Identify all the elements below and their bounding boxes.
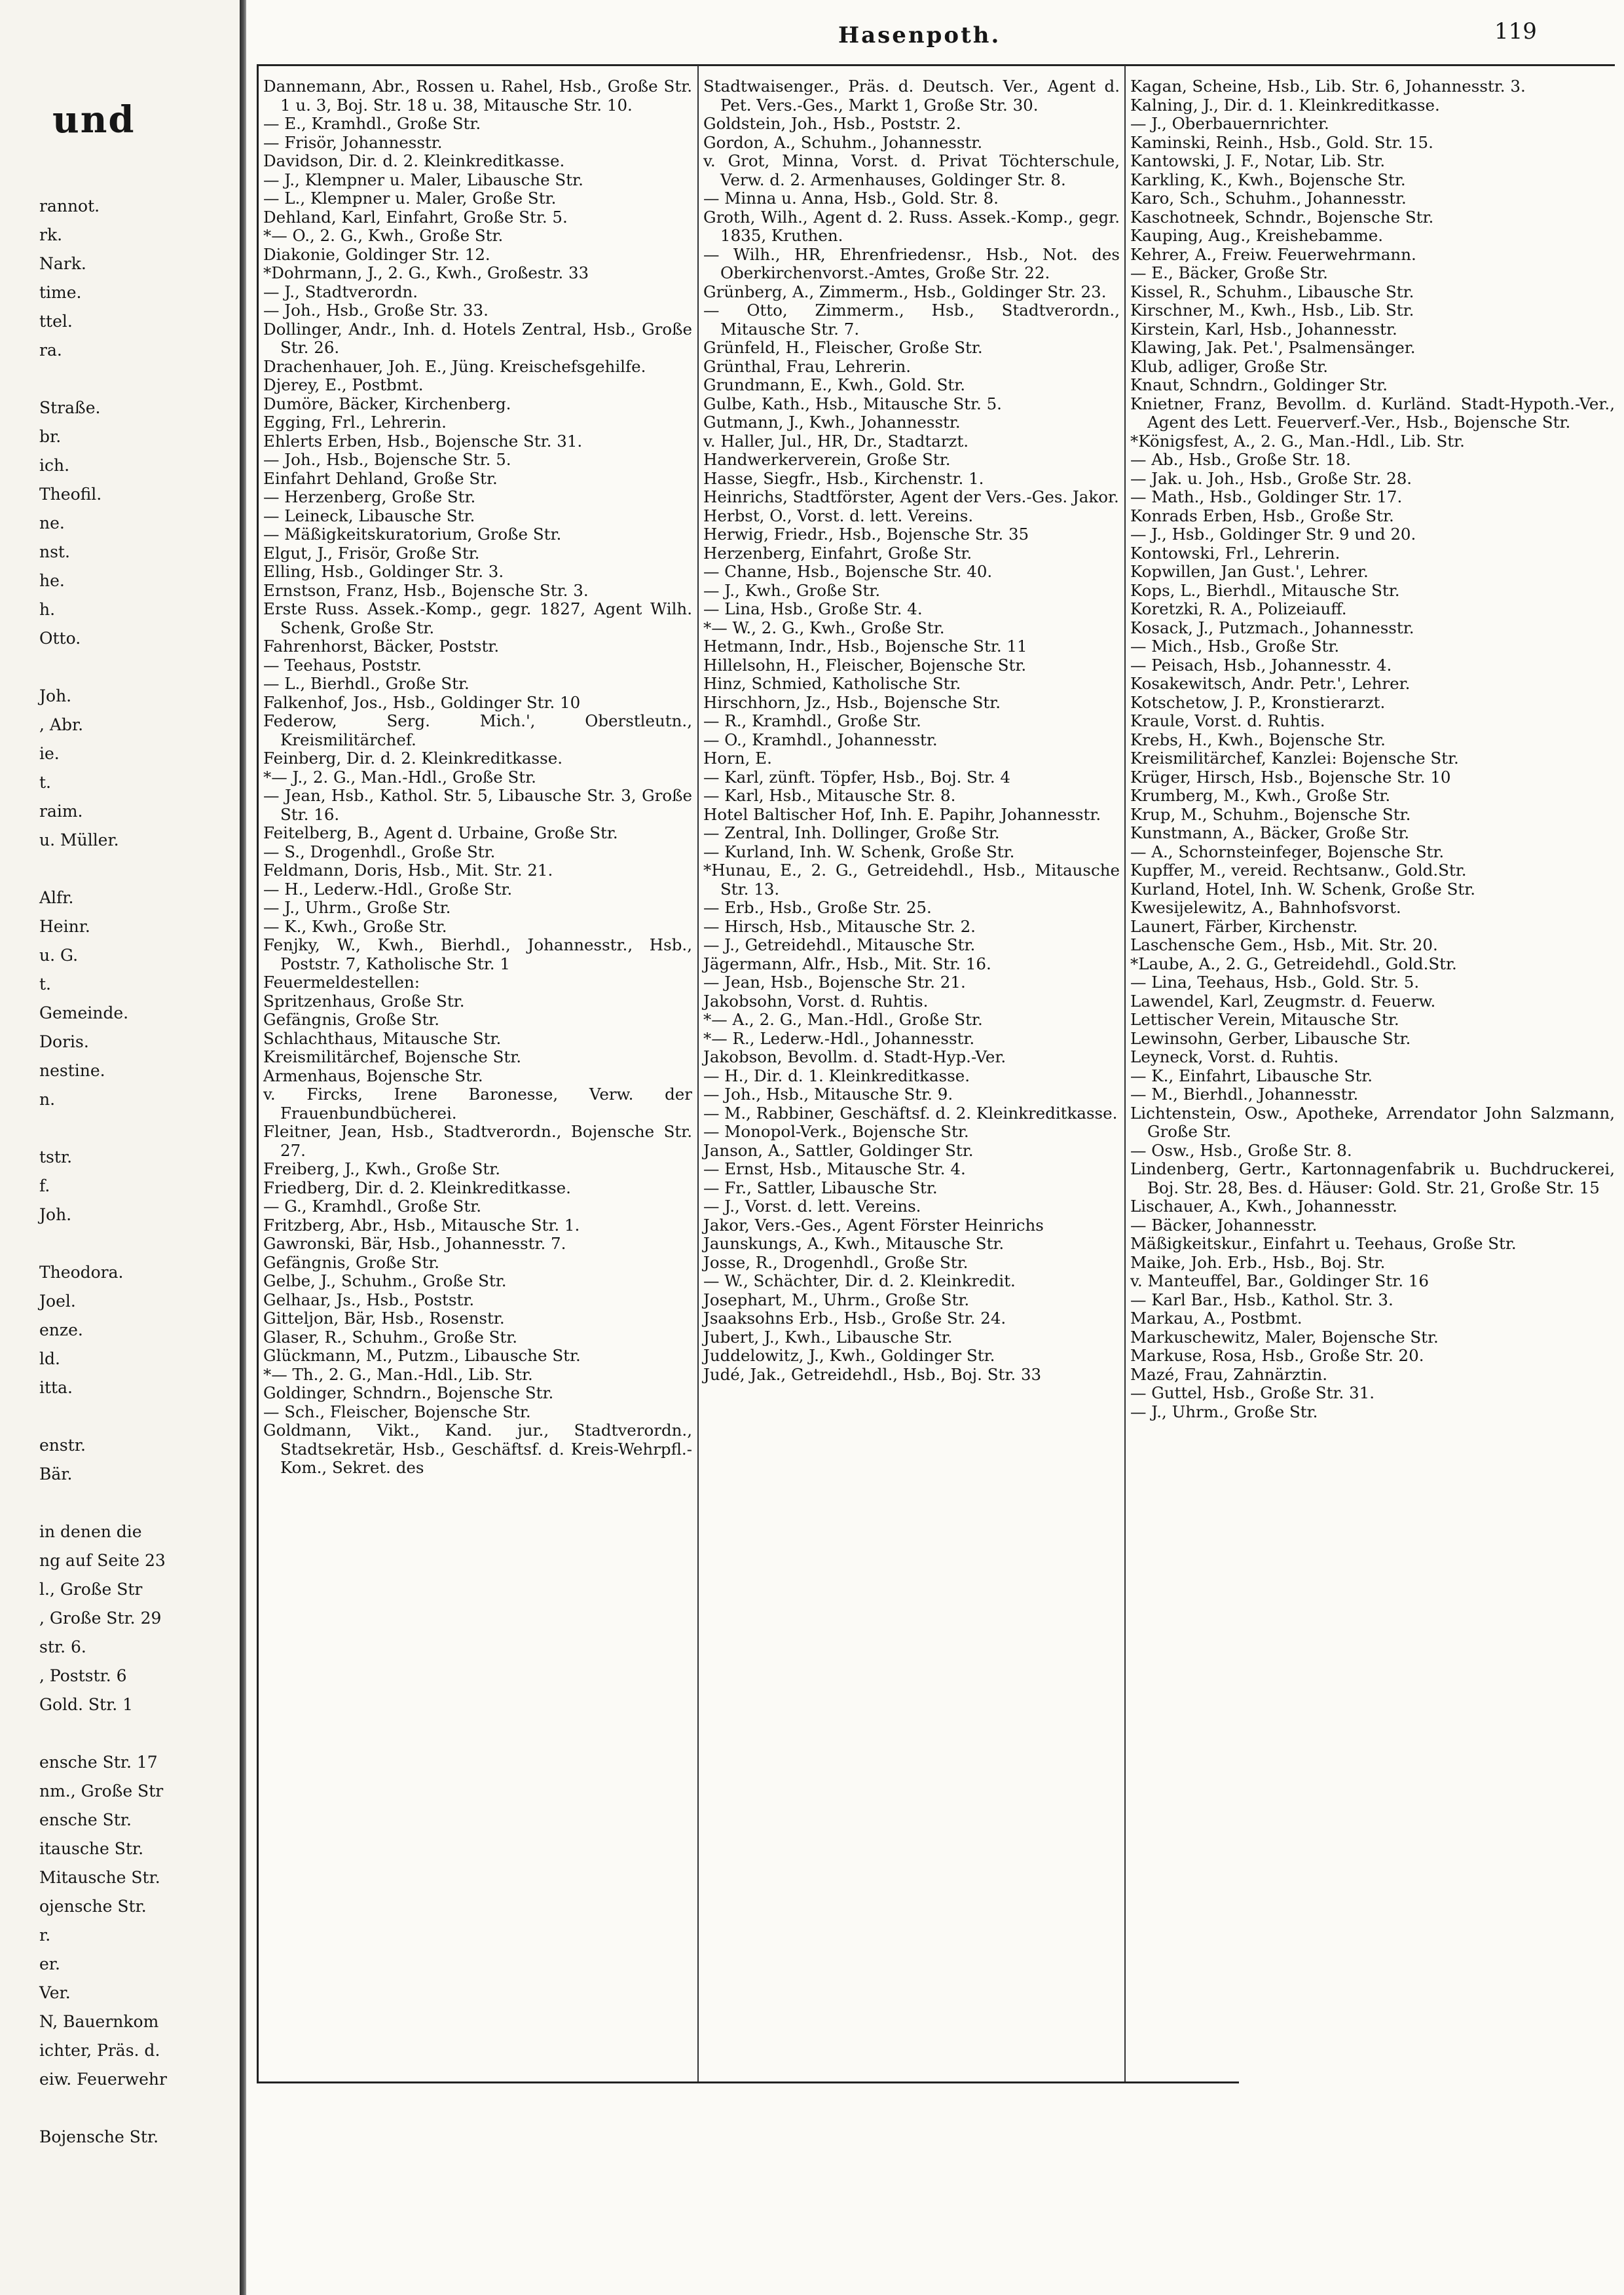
directory-entry: Mazé, Frau, Zahnärztin. [1130, 1364, 1328, 1384]
directory-entry: Knaut, Schndrn., Goldinger Str. [1130, 375, 1388, 394]
directory-entry: Drachenhauer, Joh. E., Jüng. Kreischefsgehilfe. [263, 356, 646, 376]
directory-entry: Hinz, Schmied, Katholische Str. [703, 674, 961, 693]
page-number: 119 [1494, 18, 1537, 45]
directory-entry: Mäßigkeitskur., Einfahrt u. Teehaus, Große Str. [1130, 1234, 1517, 1253]
page-fold-shadow [240, 0, 246, 2295]
directory-entry: Krebs, H., Kwh., Bojensche Str. [1130, 730, 1386, 749]
directory-entry: Fleitner, Jean, Hsb., Stadtverordn., Bojensche Str. 27. [263, 1122, 692, 1160]
strip-line: ensche Str. 17 [39, 1753, 158, 1772]
strip-line: str. 6. [39, 1637, 86, 1656]
directory-entry: *— R., Lederw.-Hdl., Johannesstr. [703, 1028, 975, 1048]
directory-entry: Egging, Frl., Lehrerin. [263, 413, 447, 432]
directory-entry: Federow, Serg. Mich.', Oberstleutn., Kreismilitärchef. [263, 711, 692, 749]
directory-entry: Horn, E. [703, 749, 772, 768]
directory-entry: Kreismilitärchef, Kanzlei: Bojensche Str. [1130, 749, 1459, 768]
directory-entry: — J., Vorst. d. lett. Vereins. [703, 1197, 921, 1216]
column-separator-2 [1124, 65, 1126, 2081]
strip-line: Joel. [39, 1292, 76, 1311]
directory-entry: — J., Getreidehdl., Mitausche Str. [703, 935, 976, 954]
directory-entry: — Lina, Hsb., Große Str. 4. [703, 599, 923, 618]
directory-entry: Jakobsohn, Vorst. d. Ruhtis. [703, 991, 929, 1011]
directory-entry: Herwig, Friedr., Hsb., Bojensche Str. 35 [703, 525, 1029, 544]
directory-entry: Hotel Baltischer Hof, Inh. E. Papihr, Johannesstr. [703, 804, 1101, 824]
directory-entry: Elling, Hsb., Goldinger Str. 3. [263, 562, 504, 581]
directory-entry: — K., Kwh., Große Str. [263, 916, 447, 936]
strip-line: enze. [39, 1320, 83, 1339]
directory-entry: Ernstson, Franz, Hsb., Bojensche Str. 3. [263, 580, 589, 600]
strip-line: rannot. [39, 196, 100, 215]
strip-line [39, 369, 167, 398]
directory-entry: v. Fircks, Irene Baronesse, Verw. der Frauenbundbücherei. [263, 1085, 692, 1123]
directory-entry: Kopwillen, Jan Gust.', Lehrer. [1130, 562, 1369, 581]
strip-line: Otto. [39, 629, 81, 648]
directory-entry: Dannemann, Abr., Rossen u. Rahel, Hsb., Große Str. 1 u. 3, Boj. Str. 18 u. 38, Mitausche Str. 10. [263, 77, 692, 115]
directory-entry: — Ab., Hsb., Große Str. 18. [1130, 450, 1351, 469]
directory-entry: Friedberg, Dir. d. 2. Kleinkreditkasse. [263, 1178, 571, 1197]
directory-entry: — Zentral, Inh. Dollinger, Große Str. [703, 823, 1000, 842]
strip-line: Bojensche Str. [39, 2127, 159, 2146]
directory-entry: — Monopol-Verk., Bojensche Str. [703, 1122, 969, 1141]
directory-entry: Falkenhof, Jos., Hsb., Goldinger Str. 10 [263, 692, 581, 712]
directory-entry: Gefängnis, Große Str. [263, 1010, 440, 1029]
directory-entry: Dumöre, Bäcker, Kirchenberg. [263, 394, 511, 413]
directory-entry: *Laube, A., 2. G., Getreidehdl., Gold.Str. [1130, 954, 1457, 973]
strip-line: ne. [39, 513, 65, 532]
directory-entry: Kotschetow, J. P., Kronstierarzt. [1130, 692, 1386, 712]
directory-entry: Fritzberg, Abr., Hsb., Mitausche Str. 1. [263, 1215, 580, 1235]
directory-entry: — J., Uhrm., Große Str. [1130, 1402, 1318, 1421]
directory-entry: Fenjky, W., Kwh., Bierhdl., Johannesstr., Hsb., Poststr. 7, Katholische Str. 1 [263, 935, 692, 973]
adjacent-page-strip [0, 0, 240, 2295]
directory-entry: Hirschhorn, Jz., Hsb., Bojensche Str. [703, 692, 1001, 712]
directory-entry: *Dohrmann, J., 2. G., Kwh., Großestr. 33 [263, 263, 589, 282]
directory-entry: Lewinsohn, Gerber, Libausche Str. [1130, 1028, 1411, 1048]
directory-entry: Kwesijelewitz, A., Bahnhofsvorst. [1130, 898, 1401, 917]
directory-entry: Armenhaus, Bojensche Str. [263, 1066, 483, 1085]
header-rule [257, 64, 1615, 66]
directory-entry: Feinberg, Dir. d. 2. Kleinkreditkasse. [263, 749, 563, 768]
directory-entry: — L., Klempner u. Maler, Große Str. [263, 189, 557, 208]
strip-line: ld. [39, 1349, 60, 1368]
directory-entry: Erste Russ. Assek.-Komp., gegr. 1827, Agent Wilh. Schenk, Große Str. [263, 599, 692, 637]
strip-line: t. [39, 975, 51, 994]
directory-entry: Diakonie, Goldinger Str. 12. [263, 244, 490, 264]
directory-entry: — H., Dir. d. 1. Kleinkreditkasse. [703, 1066, 970, 1085]
directory-entry: Gelbe, J., Schuhm., Große Str. [263, 1271, 507, 1290]
directory-entry: — Mäßigkeitskuratorium, Große Str. [263, 525, 562, 544]
strip-heading: und [52, 98, 136, 141]
directory-entry: — E., Bäcker, Große Str. [1130, 263, 1328, 282]
directory-entry: — J., Uhrm., Große Str. [263, 898, 451, 917]
directory-entry: — Frisör, Johannesstr. [263, 132, 443, 152]
directory-entry: Gitteljon, Bär, Hsb., Rosenstr. [263, 1309, 505, 1328]
strip-line: itausche Str. [39, 1839, 144, 1858]
directory-entry: Grünthal, Frau, Lehrerin. [703, 356, 912, 376]
strip-line [39, 1119, 167, 1148]
strip-line: ichter, Präs. d. [39, 2041, 160, 2060]
directory-entry: Lawendel, Karl, Zeugmstr. d. Feuerw. [1130, 991, 1436, 1011]
directory-entry: Kosack, J., Putzmach., Johannesstr. [1130, 618, 1414, 637]
directory-entry: Kauping, Aug., Kreishebamme. [1130, 226, 1384, 245]
strip-line [39, 658, 167, 686]
strip-line: Gemeinde. [39, 1003, 129, 1022]
strip-line: nestine. [39, 1061, 105, 1080]
directory-column-2 [703, 77, 1120, 1384]
directory-entry: Lindenberg, Gertr., Kartonnagenfabrik u. Buchdruckerei, Boj. Str. 28, Bes. d. Häuser: Gold. Str. 21, Große Str. 15 [1130, 1159, 1615, 1197]
directory-entry: — O., Kramhdl., Johannesstr. [703, 730, 938, 749]
directory-entry: Kupffer, M., vereid. Rechtsanw., Gold.Str. [1130, 861, 1467, 880]
strip-line: h. [39, 600, 56, 619]
directory-entry: — Otto, Zimmerm., Hsb., Stadtverordn., Mitausche Str. 7. [703, 301, 1120, 339]
strip-lines [39, 196, 167, 2156]
directory-entry: — K., Einfahrt, Libausche Str. [1130, 1066, 1373, 1085]
directory-entry: — Erb., Hsb., Große Str. 25. [703, 898, 932, 917]
directory-entry: Laschensche Gem., Hsb., Mit. Str. 20. [1130, 935, 1438, 954]
strip-line: u. G. [39, 946, 79, 965]
directory-entry: Markau, A., Postbmt. [1130, 1309, 1302, 1328]
directory-column-1 [263, 77, 692, 1478]
column-separator-1 [697, 65, 699, 2081]
directory-entry: Kurland, Hotel, Inh. W. Schenk, Große Str. [1130, 879, 1476, 899]
directory-entry: Freiberg, J., Kwh., Große Str. [263, 1159, 501, 1178]
directory-entry: — J., Kwh., Große Str. [703, 580, 881, 600]
directory-entry: v. Grot, Minna, Vorst. d. Privat Töchterschule, Verw. d. 2. Armenhauses, Goldinger Str. 8. [703, 151, 1120, 189]
directory-entry: Gulbe, Kath., Hsb., Mitausche Str. 5. [703, 394, 1002, 413]
directory-entry: — A., Schornsteinfeger, Bojensche Str. [1130, 842, 1445, 861]
directory-entry: Heinrichs, Stadtförster, Agent der Vers.-Ges. Jakor. [703, 487, 1119, 506]
directory-entry: — J., Oberbauernrichter. [1130, 114, 1329, 133]
directory-entry: — Math., Hsb., Goldinger Str. 17. [1130, 487, 1403, 506]
directory-entry: Kissel, R., Schuhm., Libausche Str. [1130, 282, 1414, 301]
directory-entry: *— A., 2. G., Man.-Hdl., Große Str. [703, 1010, 983, 1029]
strip-line: ra. [39, 341, 62, 360]
strip-line: f. [39, 1176, 50, 1195]
directory-entry: Kehrer, A., Freiw. Feuerwehrmann. [1130, 244, 1416, 264]
directory-entry: Markuschewitz, Maler, Bojensche Str. [1130, 1327, 1439, 1347]
page-title: Hasenpoth. [838, 22, 1001, 48]
strip-line: , Abr. [39, 715, 84, 734]
directory-entry: Juddelowitz, J., Kwh., Goldinger Str. [703, 1346, 995, 1365]
directory-entry: — Osw., Hsb., Große Str. 8. [1130, 1140, 1352, 1160]
directory-entry: — Joh., Hsb., Mitausche Str. 9. [703, 1085, 953, 1104]
directory-entry: *Hunau, E., 2. G., Getreidehdl., Hsb., Mitausche Str. 13. [703, 861, 1120, 899]
directory-entry: Kagan, Scheine, Hsb., Lib. Str. 6, Johannesstr. 3. [1130, 77, 1526, 96]
directory-entry: — Karl, Hsb., Mitausche Str. 8. [703, 786, 956, 805]
directory-entry: — Hirsch, Hsb., Mitausche Str. 2. [703, 916, 976, 936]
directory-entry: Koretzki, R. A., Polizeiauff. [1130, 599, 1347, 618]
directory-entry: — R., Kramhdl., Große Str. [703, 711, 921, 730]
directory-entry: *— W., 2. G., Kwh., Große Str. [703, 618, 945, 637]
directory-entry: Glückmann, M., Putzm., Libausche Str. [263, 1346, 581, 1365]
directory-entry: — L., Bierhdl., Große Str. [263, 674, 470, 693]
directory-entry: Grünfeld, H., Fleischer, Große Str. [703, 338, 983, 357]
strip-line: ojensche Str. [39, 1897, 147, 1916]
directory-entry: Feuermeldestellen: [263, 973, 420, 992]
directory-entry: Kraule, Vorst. d. Ruhtis. [1130, 711, 1325, 730]
directory-entry: Goldstein, Joh., Hsb., Poststr. 2. [703, 114, 961, 133]
strip-line: u. Müller. [39, 830, 119, 849]
strip-line: Joh. [39, 686, 72, 705]
strip-line: Gold. Str. 1 [39, 1695, 134, 1714]
directory-entry: — Minna u. Anna, Hsb., Gold. Str. 8. [703, 189, 999, 208]
directory-entry: Grundmann, E., Kwh., Gold. Str. [703, 375, 966, 394]
directory-entry: v. Haller, Jul., HR, Dr., Stadtarzt. [703, 431, 969, 451]
bottom-rule [257, 2081, 1239, 2083]
directory-entry: Kreismilitärchef, Bojensche Str. [263, 1047, 522, 1066]
directory-entry: Krup, M., Schuhm., Bojensche Str. [1130, 804, 1411, 824]
directory-entry: Gutmann, J., Kwh., Johannesstr. [703, 413, 961, 432]
strip-line: itta. [39, 1378, 73, 1397]
directory-entry: Goldinger, Schndrn., Bojensche Str. [263, 1383, 554, 1402]
strip-line: Nark. [39, 254, 86, 273]
strip-line: , Große Str. 29 [39, 1609, 162, 1628]
strip-line [39, 2099, 167, 2127]
directory-entry: — J., Hsb., Goldinger Str. 9 und 20. [1130, 525, 1416, 544]
directory-entry: — M., Rabbiner, Geschäftsf. d. 2. Kleinkreditkasse. [703, 1103, 1118, 1123]
strip-line: Mitausche Str. [39, 1868, 160, 1887]
directory-entry: Launert, Färber, Kirchenstr. [1130, 916, 1358, 936]
directory-entry: — Jak. u. Joh., Hsb., Große Str. 28. [1130, 468, 1412, 488]
directory-entry: — Karl Bar., Hsb., Kathol. Str. 3. [1130, 1290, 1393, 1309]
directory-entry: Hillelsohn, H., Fleischer, Bojensche Str. [703, 655, 1027, 675]
directory-entry: Elgut, J., Frisör, Große Str. [263, 543, 480, 563]
directory-entry: Herzenberg, Einfahrt, Große Str. [703, 543, 972, 563]
directory-entry: Dollinger, Andr., Inh. d. Hotels Zentral, Hsb., Große Str. 26. [263, 319, 692, 357]
strip-line: in denen die [39, 1522, 142, 1541]
strip-line: Ver. [39, 1983, 71, 2002]
directory-entry: Schlachthaus, Mitausche Str. [263, 1028, 502, 1048]
strip-line: time. [39, 283, 82, 302]
directory-entry: Kops, L., Bierhdl., Mitausche Str. [1130, 580, 1400, 600]
directory-entry: Gelhaar, Js., Hsb., Poststr. [263, 1290, 475, 1309]
directory-entry: Kunstmann, A., Bäcker, Große Str. [1130, 823, 1410, 842]
directory-entry: Janson, A., Sattler, Goldinger Str. [703, 1140, 974, 1160]
left-border-rule [257, 65, 259, 2083]
directory-entry: — Sch., Fleischer, Bojensche Str. [263, 1402, 531, 1421]
directory-entry: — Mich., Hsb., Große Str. [1130, 637, 1340, 656]
strip-line: er. [39, 1954, 60, 1973]
strip-line: Joh. [39, 1205, 72, 1224]
directory-entry: Dehland, Karl, Einfahrt, Große Str. 5. [263, 207, 568, 227]
directory-entry: Jakobson, Bevollm. d. Stadt-Hyp.-Ver. [703, 1047, 1006, 1066]
directory-entry: Kosakewitsch, Andr. Petr.', Lehrer. [1130, 674, 1411, 693]
strip-line: br. [39, 427, 62, 446]
directory-entry: Josephart, M., Uhrm., Große Str. [703, 1290, 970, 1309]
directory-entry: — Jean, Hsb., Bojensche Str. 21. [703, 973, 966, 992]
directory-entry: — Ernst, Hsb., Mitausche Str. 4. [703, 1159, 966, 1178]
directory-entry: Karkling, K., Kwh., Bojensche Str. [1130, 170, 1406, 189]
directory-entry: Herbst, O., Vorst. d. lett. Vereins. [703, 506, 974, 525]
directory-entry: Grünberg, A., Zimmerm., Hsb., Goldinger Str. 23. [703, 282, 1107, 301]
directory-entry: — S., Drogenhdl., Große Str. [263, 842, 496, 861]
directory-entry: v. Manteuffel, Bar., Goldinger Str. 16 [1130, 1271, 1429, 1290]
strip-line: tstr. [39, 1148, 73, 1166]
directory-entry: Kirschner, M., Kwh., Hsb., Lib. Str. [1130, 301, 1414, 320]
strip-line: r. [39, 1926, 51, 1945]
directory-entry: Gefängnis, Große Str. [263, 1252, 440, 1272]
directory-entry: Spritzenhaus, Große Str. [263, 991, 465, 1011]
directory-entry: Lettischer Verein, Mitausche Str. [1130, 1010, 1399, 1029]
directory-entry: Markuse, Rosa, Hsb., Große Str. 20. [1130, 1346, 1424, 1365]
strip-line: Alfr. [39, 888, 74, 907]
directory-entry: Kantowski, J. F., Notar, Lib. Str. [1130, 151, 1386, 170]
strip-line: l., Große Str [39, 1580, 143, 1599]
directory-entry: Jsaaksohns Erb., Hsb., Große Str. 24. [703, 1309, 1006, 1328]
directory-entry: Hetmann, Indr., Hsb., Bojensche Str. 11 [703, 637, 1027, 656]
strip-line: ttel. [39, 312, 73, 331]
directory-entry: Stadtwaisenger., Präs. d. Deutsch. Ver., Agent d. Pet. Vers.-Ges., Markt 1, Große Str. 30. [703, 77, 1120, 115]
directory-entry: Klub, adliger, Große Str. [1130, 356, 1329, 376]
directory-entry: Josse, R., Drogenhdl., Große Str. [703, 1252, 969, 1272]
directory-entry: — Karl, zünft. Töpfer, Hsb., Boj. Str. 4 [703, 767, 1010, 787]
strip-line: Heinr. [39, 917, 90, 936]
directory-entry: Kirstein, Karl, Hsb., Johannesstr. [1130, 319, 1397, 339]
directory-entry: Gawronski, Bär, Hsb., Johannesstr. 7. [263, 1234, 566, 1253]
strip-line: N, Bauernkom [39, 2012, 159, 2031]
directory-entry: — Joh., Hsb., Bojensche Str. 5. [263, 450, 511, 469]
directory-entry: — Channe, Hsb., Bojensche Str. 40. [703, 562, 993, 581]
strip-line: ie. [39, 744, 60, 763]
directory-entry: — Bäcker, Johannesstr. [1130, 1215, 1318, 1235]
directory-entry: Konrads Erben, Hsb., Große Str. [1130, 506, 1394, 525]
directory-entry: — Peisach, Hsb., Johannesstr. 4. [1130, 655, 1392, 675]
strip-line: ensche Str. [39, 1810, 132, 1829]
directory-entry: — G., Kramhdl., Große Str. [263, 1197, 481, 1216]
directory-entry: Krumberg, M., Kwh., Große Str. [1130, 786, 1391, 805]
directory-entry: Glaser, R., Schuhm., Große Str. [263, 1327, 518, 1347]
strip-line: Theofil. [39, 485, 102, 504]
directory-entry: Kaschotneek, Schndr., Bojensche Str. [1130, 207, 1434, 227]
strip-line [39, 1724, 167, 1753]
directory-column-3 [1130, 77, 1615, 1421]
strip-line: ng auf Seite 23 [39, 1551, 166, 1570]
directory-entry: — Guttel, Hsb., Große Str. 31. [1130, 1383, 1375, 1402]
strip-line: he. [39, 571, 65, 590]
directory-entry: — Jean, Hsb., Kathol. Str. 5, Libausche Str. 3, Große Str. 16. [263, 786, 692, 824]
strip-line: Doris. [39, 1032, 89, 1051]
directory-entry: Jägermann, Alfr., Hsb., Mit. Str. 16. [703, 954, 991, 973]
directory-entry: — Wilh., HR, Ehrenfriedensr., Hsb., Not. des Oberkirchenvorst.-Amtes, Große Str. 22. [703, 244, 1120, 282]
directory-entry: — J., Klempner u. Maler, Libausche Str. [263, 170, 583, 189]
directory-entry: Jubert, J., Kwh., Libausche Str. [703, 1327, 953, 1347]
directory-entry: Judé, Jak., Getreidehdl., Hsb., Boj. Str. 33 [703, 1364, 1042, 1384]
directory-entry: Djerey, E., Postbmt. [263, 375, 424, 394]
directory-entry: *Königsfest, A., 2. G., Man.-Hdl., Lib. Str. [1130, 431, 1465, 451]
directory-entry: Ehlerts Erben, Hsb., Bojensche Str. 31. [263, 431, 583, 451]
directory-entry: Feitelberg, B., Agent d. Urbaine, Große Str. [263, 823, 618, 842]
directory-entry: Jaunskungs, A., Kwh., Mitausche Str. [703, 1234, 1005, 1253]
directory-entry: — Joh., Hsb., Große Str. 33. [263, 301, 489, 320]
directory-entry: Hasse, Siegfr., Hsb., Kirchenstr. 1. [703, 468, 984, 488]
directory-entry: — Herzenberg, Große Str. [263, 487, 476, 506]
directory-entry: Fahrenhorst, Bäcker, Poststr. [263, 637, 500, 656]
strip-line: ich. [39, 456, 70, 475]
directory-entry: Davidson, Dir. d. 2. Kleinkreditkasse. [263, 151, 565, 170]
directory-entry: Kontowski, Frl., Lehrerin. [1130, 543, 1340, 563]
directory-entry: Goldmann, Vikt., Kand. jur., Stadtverordn., Stadtsekretär, Hsb., Geschäftsf. d. Kreis-Wehrpfl.-Kom., Sekret. des [263, 1421, 692, 1477]
directory-entry: — J., Stadtverordn. [263, 282, 418, 301]
directory-entry: *— Th., 2. G., Man.-Hdl., Lib. Str. [263, 1364, 533, 1384]
directory-entry: Knietner, Franz, Bevollm. d. Kurländ. Stadt-Hypoth.-Ver., Agent des Lett. Feuerverf.-Ver., Hsb., Bojensche Str. [1130, 394, 1615, 432]
directory-entry: Lischauer, A., Kwh., Johannesstr. [1130, 1197, 1397, 1216]
directory-entry: Handwerkerverein, Große Str. [703, 450, 951, 469]
directory-entry: — M., Bierhdl., Johannesstr. [1130, 1085, 1359, 1104]
directory-entry: — H., Lederw.-Hdl., Große Str. [263, 879, 513, 899]
strip-line: Bär. [39, 1465, 73, 1483]
directory-entry: Groth, Wilh., Agent d. 2. Russ. Assek.-Komp., gegr. 1835, Kruthen. [703, 207, 1120, 245]
strip-line [39, 1493, 167, 1522]
strip-line: Straße. [39, 398, 101, 417]
directory-entry: Lichtenstein, Osw., Apotheke, Arrendator John Salzmann, Große Str. [1130, 1103, 1615, 1141]
strip-line: n. [39, 1090, 56, 1109]
strip-line: nst. [39, 542, 70, 561]
strip-line [39, 1407, 167, 1436]
directory-entry: Leyneck, Vorst. d. Ruhtis. [1130, 1047, 1339, 1066]
strip-line: nm., Große Str [39, 1782, 164, 1801]
strip-line: , Poststr. 6 [39, 1666, 127, 1685]
strip-line [39, 859, 167, 888]
directory-entry: — Fr., Sattler, Libausche Str. [703, 1178, 938, 1197]
directory-entry: — Kurland, Inh. W. Schenk, Große Str. [703, 842, 1015, 861]
strip-line: raim. [39, 802, 83, 821]
directory-entry: — Leineck, Libausche Str. [263, 506, 475, 525]
directory-entry: *— J., 2. G., Man.-Hdl., Große Str. [263, 767, 536, 787]
strip-line: eiw. Feuerwehr [39, 2070, 167, 2089]
directory-entry: Krüger, Hirsch, Hsb., Bojensche Str. 10 [1130, 767, 1451, 787]
directory-entry: Feldmann, Doris, Hsb., Mit. Str. 21. [263, 861, 553, 880]
directory-entry: — Lina, Teehaus, Hsb., Gold. Str. 5. [1130, 973, 1420, 992]
directory-entry: Gordon, A., Schuhm., Johannesstr. [703, 132, 983, 152]
directory-entry: *— O., 2. G., Kwh., Große Str. [263, 226, 504, 245]
directory-entry: — W., Schächter, Dir. d. 2. Kleinkredit. [703, 1271, 1016, 1290]
strip-line [39, 1234, 167, 1263]
directory-entry: Maike, Joh. Erb., Hsb., Boj. Str. [1130, 1252, 1386, 1272]
strip-line: enstr. [39, 1436, 86, 1455]
directory-entry: Kalning, J., Dir. d. 1. Kleinkreditkasse. [1130, 95, 1440, 115]
directory-entry: Einfahrt Dehland, Große Str. [263, 468, 498, 488]
strip-line: t. [39, 773, 51, 792]
strip-line: rk. [39, 225, 63, 244]
directory-entry: Karo, Sch., Schuhm., Johannesstr. [1130, 189, 1407, 208]
directory-entry: — E., Kramhdl., Große Str. [263, 114, 481, 133]
directory-entry: Klawing, Jak. Pet.', Psalmensänger. [1130, 338, 1416, 357]
directory-entry: Kaminski, Reinh., Hsb., Gold. Str. 15. [1130, 132, 1433, 152]
strip-line: Theodora. [39, 1263, 124, 1282]
directory-entry: — Teehaus, Poststr. [263, 655, 422, 675]
directory-entry: Jakor, Vers.-Ges., Agent Förster Heinrichs [703, 1215, 1044, 1235]
